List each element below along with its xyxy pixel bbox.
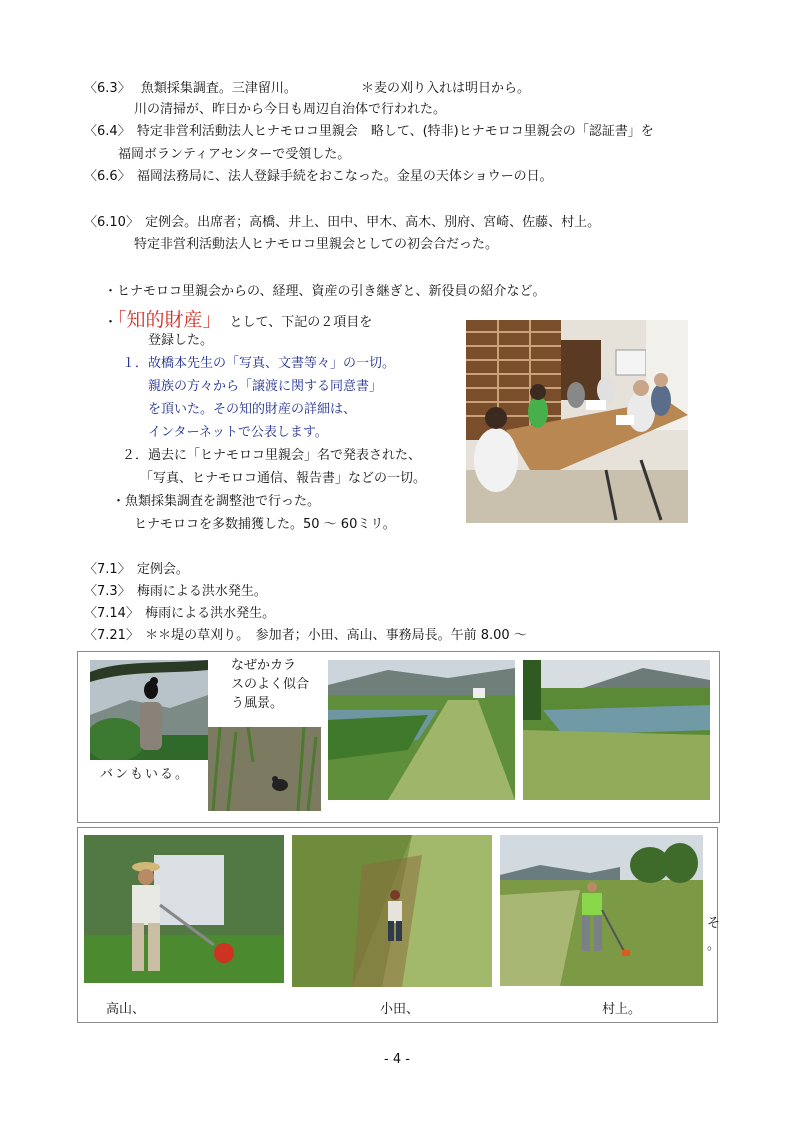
entry-date: 〈6.3〉	[84, 81, 131, 96]
bullet-dot: ・	[104, 315, 118, 330]
entry-6-10-line2: 特定非営利活動法人ヒナモロコ里親会としての初会合だった。	[134, 237, 499, 252]
takayama-caption: 高山、	[106, 1002, 146, 1017]
entry-7-1	[84, 561, 189, 579]
entry-6-3	[84, 80, 530, 98]
caption-line: う風景。	[231, 696, 284, 711]
oda-photo	[292, 835, 492, 987]
item-1-a: １．故橋本先生の「写真、文書等々」の一切。	[122, 356, 396, 371]
entry-7-14	[84, 605, 275, 623]
entry-7-3	[84, 583, 267, 601]
entry-text: ＊＊堤の草刈り。 参加者；小田、高山、事務局長。午前 8.00 ～	[145, 628, 527, 643]
meeting-photo	[466, 320, 688, 523]
entry-text: 梅雨による洪水発生。	[136, 584, 267, 599]
edge-caption-1: そ	[707, 916, 721, 931]
entry-7-21	[84, 627, 527, 645]
oda-caption: 小田、	[380, 1002, 420, 1017]
crow-photo	[90, 660, 208, 760]
entry-text: 定例会。	[136, 562, 189, 577]
page-number: - 4 -	[384, 1052, 410, 1067]
item-1-d: インターネットで公表します。	[148, 425, 328, 440]
bullet-2	[104, 308, 372, 335]
levee-photo-1	[328, 660, 515, 800]
item-1-c: を頂いた。その知的財産の詳細は、	[148, 402, 357, 417]
murakami-photo	[500, 835, 703, 986]
entry-date: 〈7.1〉	[84, 562, 131, 577]
bullet-3: ・魚類採集調査を調整池で行った。	[112, 494, 321, 509]
entry-date: 〈6.10〉	[84, 215, 139, 230]
bullet-2-line2: 登録した。	[148, 333, 214, 348]
entry-date: 〈6.6〉	[84, 169, 131, 184]
bullet-3-line2: ヒナモロコを多数捕獲した。50 ～ 60ミリ。	[134, 517, 396, 532]
caption-line: なぜかカラ	[231, 658, 297, 673]
entry-6-4	[84, 123, 654, 141]
murakami-caption: 村上。	[602, 1002, 642, 1017]
intellectual-property-heading: 「知的財産」	[117, 309, 222, 331]
moorhen-photo	[208, 727, 321, 811]
entry-date: 〈7.21〉	[84, 628, 139, 643]
entry-date: 〈7.3〉	[84, 584, 131, 599]
entry-text: 梅雨による洪水発生。	[145, 606, 276, 621]
entry-text: 定例会。出席者；高橋、井上、田中、甲木、高木、別府、宮崎、佐藤、村上。	[145, 215, 601, 230]
bullet-1: ・ヒナモロコ里親会からの、経理、資産の引き継ぎと、新役員の紹介など。	[104, 284, 546, 299]
item-2-a: ２．過去に「ヒナモロコ里親会」名で発表された、	[122, 448, 422, 463]
entry-note: ＊麦の刈り入れは明日から。	[360, 81, 530, 96]
entry-text: 特定非営利活動法人ヒナモロコ里親会 略して、(特非)ヒナモロコ里親会の「認証書」を	[136, 124, 654, 139]
entry-text: 魚類採集調査。三津留川。	[140, 81, 297, 96]
levee-photo-2	[523, 660, 710, 800]
entry-text: 福岡法務局に、法人登録手続をおこなった。金星の天体ショウーの日。	[136, 169, 553, 184]
ban-caption: バンもいる。	[100, 767, 191, 782]
caption-line: スのよく似合	[231, 677, 310, 692]
edge-caption-2: 。	[707, 938, 721, 953]
entry-date: 〈7.14〉	[84, 606, 139, 621]
entry-date: 〈6.4〉	[84, 124, 131, 139]
bullet-2-rest: として、下記の２項目を	[229, 315, 373, 330]
crow-caption	[231, 656, 309, 713]
item-1-b: 親族の方々から「譲渡に関する同意書」	[148, 379, 383, 394]
takayama-photo	[84, 835, 284, 983]
item-2-b: 「写真、ヒナモロコ通信、報告書」などの一切。	[140, 471, 427, 486]
entry-6-10	[84, 214, 600, 232]
entry-6-4-line2: 福岡ボランティアセンターで受領した。	[118, 147, 351, 162]
entry-6-6	[84, 168, 553, 186]
entry-6-3-line2: 川の清掃が、昨日から今日も周辺自治体で行われた。	[134, 102, 447, 117]
